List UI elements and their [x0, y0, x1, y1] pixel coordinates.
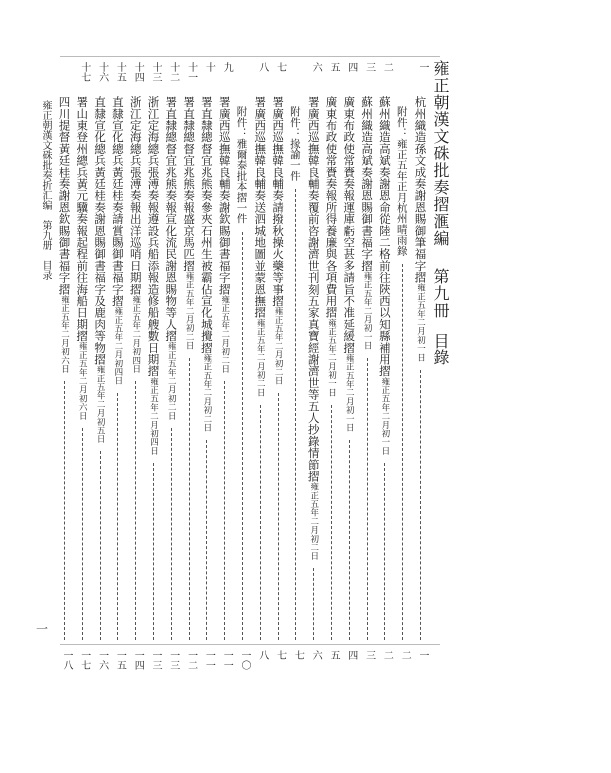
entry-page-number: 五: [328, 650, 339, 660]
entry-date: 雍正五年二月初一日: [344, 353, 355, 432]
entry-number: 五: [328, 62, 339, 72]
entry-page-number: 一六: [96, 650, 108, 670]
entry-page-number: 一七: [78, 650, 90, 670]
entry-number: 七: [274, 62, 286, 72]
leader-line: [420, 370, 421, 640]
book-title: 雍正朝漢文硃批奏摺滙編: [431, 60, 450, 247]
entry-title: 署廣西巡撫韓良輔奏請撥秋操火藥等事摺: [271, 96, 286, 307]
entry-title: 直隸宣化總兵黃廷桂奏請賞賜御書福字摺: [110, 96, 125, 307]
entry-page-number: 四: [345, 650, 357, 660]
toc-entry[interactable]: [378, 96, 390, 455]
entry-title: 署山東登州總兵黃元驥奏報起程前往海船日期摺: [75, 96, 90, 342]
toc-entry[interactable]: [236, 106, 247, 224]
entry-number: 一: [417, 62, 428, 72]
bottom-rule: [60, 644, 440, 645]
entry-title: 杭州織造孫文成奏謝恩賜御筆福字摺: [413, 96, 428, 284]
entry-date: 雍正五年二月初二日: [255, 318, 266, 397]
toc-entry[interactable]: [289, 106, 300, 181]
entry-title: 直隸宣化總兵黃廷桂奏謝恩賜御書福字及鹿肉等物摺: [93, 96, 108, 366]
entry-title: 蘇州織造高斌奏謝恩命從陸二格前往陝西以知縣補用摺: [377, 96, 392, 377]
entry-page-number: 二: [399, 650, 411, 660]
entry-page-number: 二: [381, 650, 393, 660]
entry-page-number: 七: [274, 650, 286, 660]
toc-entry[interactable]: [76, 96, 88, 420]
top-rule: [60, 56, 440, 57]
leader-line: [384, 463, 385, 640]
entry-title: 署廣西巡撫韓良輔奏謝欽賜御書福字摺: [217, 96, 232, 295]
entry-title: 附件：雍正五年正月杭州晴雨錄: [395, 106, 408, 256]
leader-line: [135, 381, 136, 640]
entry-page-number: 一八: [61, 650, 72, 670]
toc-entry[interactable]: [414, 96, 426, 362]
entry-date: 雍正五年二月初五日: [95, 365, 106, 444]
entry-date: 雍正五年二月初一日: [379, 376, 390, 456]
entry-number: 四: [345, 62, 357, 72]
page-mark: 一: [36, 622, 49, 636]
entry-date: 雍正五年二月初二日: [219, 294, 230, 374]
entry-number: 十四: [132, 62, 144, 82]
entry-page-number: 一: [417, 650, 428, 660]
toc-entry[interactable]: [218, 96, 230, 373]
entry-page-number: 一三: [167, 650, 179, 670]
toc-entry[interactable]: [396, 106, 407, 256]
entry-title: 廣東布政使常賚奏報所得養廉與各項費用摺: [324, 96, 339, 319]
leader-line: [171, 428, 172, 640]
toc-entry[interactable]: [165, 96, 177, 420]
leader-line: [153, 463, 154, 640]
entry-number: 十一: [185, 62, 197, 82]
leader-line: [117, 393, 118, 640]
entry-number: 六: [310, 62, 322, 72]
toc-entry[interactable]: [307, 96, 319, 560]
leader-line: [206, 440, 207, 640]
leader-line: [402, 264, 403, 640]
leader-line: [331, 405, 332, 640]
entry-title: 署廣西巡撫韓良輔奏送泗城地圖並蒙恩撫摺: [253, 96, 268, 319]
entry-date: 雍正五年二月初一日: [415, 283, 426, 362]
entry-page-number: 三: [363, 650, 375, 660]
leader-line: [313, 568, 314, 640]
entry-number: 十三: [150, 62, 161, 82]
entry-date: 雍正五年二月初一日: [362, 271, 373, 350]
entry-page-number: 一四: [132, 650, 144, 670]
leader-line: [367, 358, 368, 640]
entry-title: 署廣西巡撫韓良輔奏覆前咨謝濟世刊刻五家真寶經謝濟世等五人抄錄情節摺: [306, 96, 321, 483]
volume-label: 第九冊: [431, 268, 450, 319]
toc-entry[interactable]: [254, 96, 266, 397]
toc-entry[interactable]: [343, 96, 355, 432]
entry-title: 浙江定海總兵張溥奏報出洋巡哨日期摺: [128, 96, 143, 295]
entry-number: 十七: [78, 62, 90, 82]
entry-title: 浙江定海總兵張溥奏報遵設兵船添報造修船艘數日期摺: [146, 96, 161, 377]
entry-title: 署直隸總督宜兆熊奏參夾石州生被霸佔宣化城攪摺: [199, 96, 214, 354]
entry-page-number: 一一: [221, 650, 233, 670]
toc-entry[interactable]: [94, 96, 106, 443]
entry-page-number: 八: [256, 650, 268, 660]
leader-line: [100, 451, 101, 640]
entry-title: 蘇州織造高斌奏謝恩賜御書福字摺: [360, 96, 375, 272]
entry-number: 十六: [96, 62, 108, 82]
entry-number: 十五: [114, 62, 126, 82]
entry-date: 雍正五年二月初二日: [184, 271, 195, 350]
entry-date: 雍正五年二月初一日: [326, 318, 337, 397]
entry-number: 九: [221, 62, 233, 72]
leader-line: [64, 381, 65, 640]
leader-line: [278, 393, 279, 640]
entry-title: 附件：雅爾泰批本摺一件: [235, 106, 248, 224]
entry-date: 雍正五年二月初六日: [59, 294, 70, 374]
toc-entry[interactable]: [147, 96, 159, 455]
entry-title: 署直隸總督宜兆熊奏報盛京馬匹摺: [182, 96, 197, 272]
entry-date: 雍正五年二月初六日: [77, 341, 88, 421]
entry-title: 署直隸總督宜兆熊奏報宣化流民謝恩賜物等人摺: [164, 96, 179, 342]
leader-line: [224, 381, 225, 640]
entry-date: 雍正五年二月初四日: [130, 294, 141, 374]
entry-number: 十二: [167, 62, 179, 82]
toc-entry[interactable]: [272, 96, 284, 385]
entry-date: 雍正五年二月初四日: [112, 306, 123, 385]
toc-entry[interactable]: [361, 96, 373, 350]
entry-page-number: 一三: [150, 650, 161, 670]
entry-page-number: 七: [292, 650, 304, 660]
leader-line: [82, 428, 83, 640]
leader-line: [189, 358, 190, 640]
entry-date: 雍正五年二月初二日: [308, 482, 319, 561]
toc-entry[interactable]: [200, 96, 212, 432]
toc-entry[interactable]: [183, 96, 195, 350]
entry-date: 雍正五年二月初四日: [148, 376, 159, 456]
leader-line: [260, 405, 261, 640]
entry-page-number: 一二: [185, 650, 197, 670]
toc-entry[interactable]: [111, 96, 123, 385]
entry-number: 十: [203, 62, 215, 72]
entry-number: 二: [381, 62, 393, 72]
running-title: 雍正朝漢文硃批奏折汇编 第九册 目录: [40, 100, 51, 280]
toc-entry[interactable]: [129, 96, 141, 373]
entry-number: 八: [256, 62, 268, 72]
entry-page-number: 六: [310, 650, 322, 660]
toc-entry[interactable]: [58, 96, 70, 373]
entry-date: 雍正五年二月初二日: [166, 341, 177, 421]
toc-entry[interactable]: [325, 96, 337, 397]
leader-line: [295, 189, 296, 640]
leader-line: [242, 232, 243, 640]
entry-date: 雍正五年二月初二日: [201, 353, 212, 432]
entry-page-number: 一五: [114, 650, 126, 670]
entry-page-number: 一一: [203, 650, 215, 670]
leader-line: [349, 440, 350, 640]
entry-title: 附件：掾諭一件: [288, 106, 301, 181]
entry-date: 雍正五年二月初二日: [273, 306, 284, 385]
section-label: 目錄: [431, 333, 450, 365]
entry-title: 四川提督黃廷桂奏謝恩欽賜御書福字摺: [57, 96, 72, 295]
entry-title: 廣東布政使常賚奏報運庫虧空甚多請旨不准延緩摺: [342, 96, 357, 354]
entry-page-number: 一〇: [239, 650, 250, 670]
entry-number: 三: [363, 62, 375, 72]
